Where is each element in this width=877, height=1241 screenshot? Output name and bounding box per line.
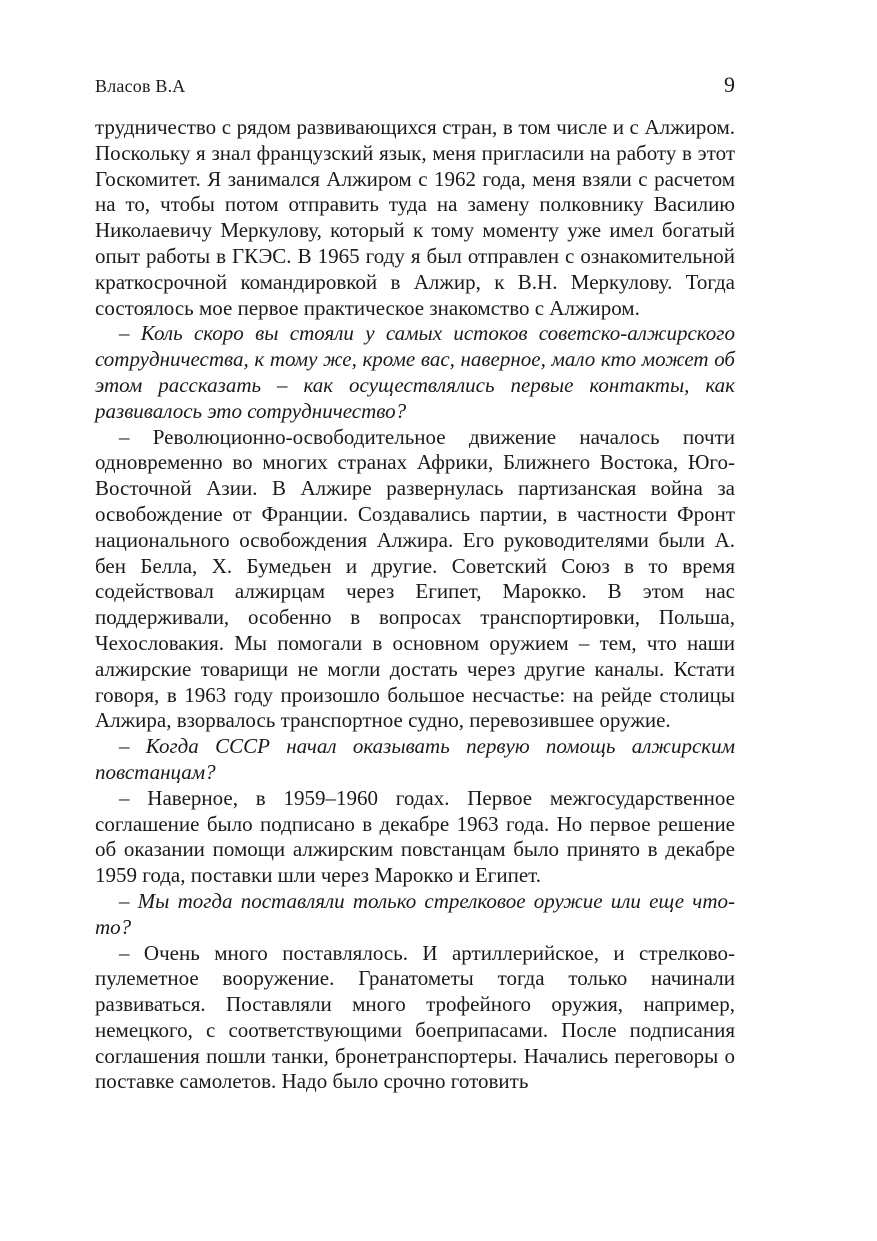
interview-question: – Коль скоро вы стояли у самых истоков советско-алжирского сотрудничества, к тому же, кроме вас, наверное, мало кто может об этом рассказать – как осуществлялись первые контакты, как развивалось это сотрудничество? (95, 321, 735, 423)
interview-question: – Мы тогда поставляли только стрелковое оружие или еще что-то? (95, 888, 735, 939)
paragraph-continuation: трудничество с рядом развивающихся стран, в том числе и с Алжиром. Поскольку я знал французский язык, меня пригласили на работу в этот Госкомитет. Я занимался Алжиром с 1962 года, меня взяли с расчетом на то, чтобы потом отправить туда на замену полковнику Василию Николаевичу Меркулову, который к тому моменту уже имел богатый опыт работы в ГКЭС. В 1965 году я был отправлен с ознакомительной краткосрочной командировкой в Алжир, к В.Н. Меркулову. Тогда состоялось мое первое практическое знакомство с Алжиром. (95, 115, 735, 320)
body-text (95, 115, 735, 1095)
interview-answer: – Наверное, в 1959–1960 годах. Первое межгосударственное соглашение было подписано в декабре 1963 года. Но первое решение об оказании помощи алжирским повстанцам было принято в декабре 1959 года, поставки шли через Марокко и Египет. (95, 785, 735, 888)
running-header-author: Власов В.А (95, 76, 186, 96)
page-number: 9 (724, 72, 735, 97)
interview-answer: – Очень много поставлялось. И артиллерийское, и стрелково-пулеметное вооружение. Гранатометы тогда только начинали развиваться. Поставляли много трофейного оружия, например, немецкого, с соответствующими боеприпасами. После подписания соглашения пошли танки, бронетранспортеры. Начались переговоры о поставке самолетов. Надо было срочно готовить (95, 940, 735, 1094)
interview-answer: – Революционно-освободительное движение началось почти одновременно во многих странах Африки, Ближнего Востока, Юго-Восточной Азии. В Алжире развернулась партизанская война за освобождение от Франции. Создавались партии, в частности Фронт национального освобождения Алжира. Его руководителями были А. бен Белла, Х. Бумедьен и другие. Советский Союз в то время содействовал алжирцам через Египет, Марокко. В этом нас поддерживали, особенно в вопросах транспортировки, Польша, Чехословакия. Мы помогали в основном оружием – тем, что наши алжирские товарищи не могли достать через другие каналы. Кстати говоря, в 1963 году произошло большое несчастье: на рейде столицы Алжира, взорвалось транспортное судно, перевозившее оружие. (95, 424, 735, 733)
interview-question: – Когда СССР начал оказывать первую помощь алжирским повстанцам? (95, 734, 735, 784)
running-header (95, 72, 735, 102)
